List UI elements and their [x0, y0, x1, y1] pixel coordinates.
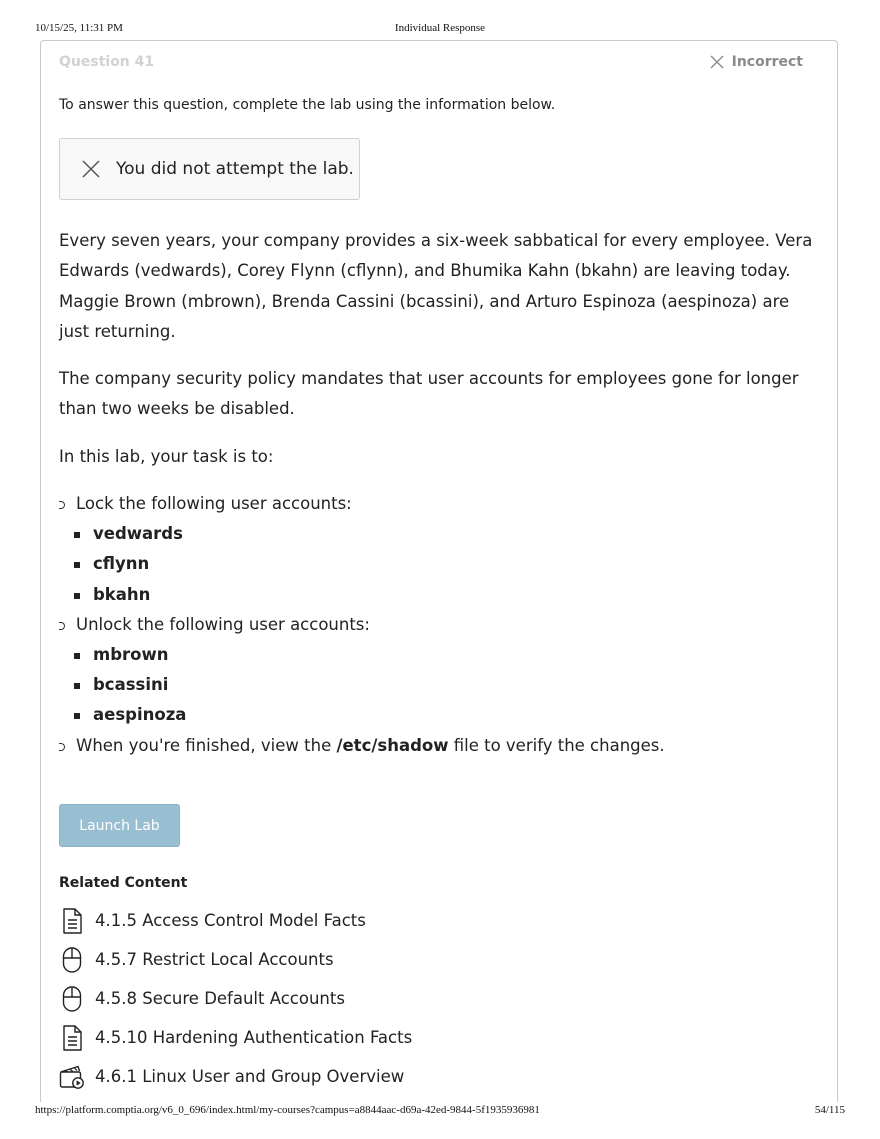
list-item	[59, 640, 819, 670]
lab-attempt-notice	[59, 138, 360, 200]
status-badge	[710, 54, 803, 70]
close-icon	[81, 159, 101, 179]
list-bullet	[74, 562, 80, 568]
related-item-label: 4.5.7 Restrict Local Accounts	[95, 950, 334, 969]
list-bullet	[59, 501, 65, 509]
task-verify	[59, 731, 819, 761]
mouse-icon	[59, 946, 85, 974]
related-item[interactable]	[59, 1057, 759, 1096]
question-intro: To answer this question, complete the lab using the information below.	[59, 97, 556, 113]
notice-text: You did not attempt the lab.	[116, 159, 354, 179]
task-verify-suffix: file to verify the changes.	[448, 735, 665, 755]
question-number: Question 41	[59, 54, 155, 70]
list-bullet	[59, 743, 65, 751]
scenario-paragraph: Every seven years, your company provides a six-week sabbatical for every employee. Vera Edwards (vedwards), Corey Flynn (cflynn), and Bhumika Kahn (bkahn) are leaving today. Maggie Brown (mbrown), Brenda Cassini (bcassini), and Arturo Espinoza (aespinoza) are just returning.	[59, 231, 813, 341]
policy-paragraph: The company security policy mandates that user accounts for employees gone for longer than two weeks be disabled.	[59, 369, 799, 419]
print-datetime: 10/15/25, 11:31 PM	[35, 22, 123, 34]
related-item[interactable]	[59, 979, 759, 1018]
related-content-title: Related Content	[59, 875, 188, 891]
account-name: bkahn	[93, 584, 151, 604]
list-bullet	[74, 653, 80, 659]
task-intro: In this lab, your task is to:	[59, 447, 274, 466]
task-label: Lock the following user accounts:	[76, 494, 352, 513]
shadow-file-path: /etc/shadow	[336, 735, 449, 755]
question-header	[59, 54, 803, 74]
related-item-label: 4.5.10 Hardening Authentication Facts	[95, 1028, 413, 1047]
list-item	[59, 580, 819, 610]
task-label: Unlock the following user accounts:	[76, 614, 370, 634]
list-bullet	[74, 683, 80, 689]
account-name: bcassini	[93, 675, 169, 695]
account-name: aespinoza	[93, 705, 187, 725]
task-verify-prefix: When you're finished, view the	[76, 735, 337, 755]
launch-lab-button[interactable]: Launch Lab	[59, 804, 180, 847]
account-name: cflynn	[93, 554, 150, 574]
list-bullet	[74, 593, 80, 599]
question-card	[40, 40, 838, 1102]
related-item[interactable]	[59, 940, 759, 979]
related-item[interactable]	[59, 901, 759, 940]
list-item	[59, 670, 819, 700]
print-footer	[35, 1104, 845, 1118]
related-item-label: 4.1.5 Access Control Model Facts	[95, 911, 366, 930]
mouse-icon	[59, 985, 85, 1013]
list-bullet	[74, 532, 80, 538]
account-name: vedwards	[93, 524, 183, 544]
task-unlock	[59, 610, 819, 640]
print-url: https://platform.comptia.org/v6_0_696/index.html/my-courses?campus=a8844aac-d69a-42ed-9844-5f1935936981	[35, 1104, 540, 1116]
task-lock	[59, 489, 819, 519]
related-item-label: 4.6.1 Linux User and Group Overview	[95, 1067, 405, 1086]
related-item[interactable]	[59, 1018, 759, 1057]
related-content-list	[59, 901, 759, 1096]
print-title: Individual Response	[394, 22, 486, 34]
video-icon	[59, 1063, 85, 1091]
task-list	[59, 489, 819, 761]
list-item	[59, 519, 819, 549]
account-name: mbrown	[93, 644, 169, 664]
close-icon	[710, 55, 724, 69]
print-header	[35, 22, 845, 36]
list-bullet	[74, 713, 80, 719]
status-label: Incorrect	[731, 54, 803, 70]
list-item	[59, 700, 819, 730]
print-page-number: 54/115	[814, 1104, 845, 1116]
related-item-label: 4.5.8 Secure Default Accounts	[95, 989, 345, 1008]
document-icon	[59, 1024, 85, 1052]
list-item	[59, 549, 819, 579]
document-icon	[59, 907, 85, 935]
list-bullet	[59, 622, 65, 630]
